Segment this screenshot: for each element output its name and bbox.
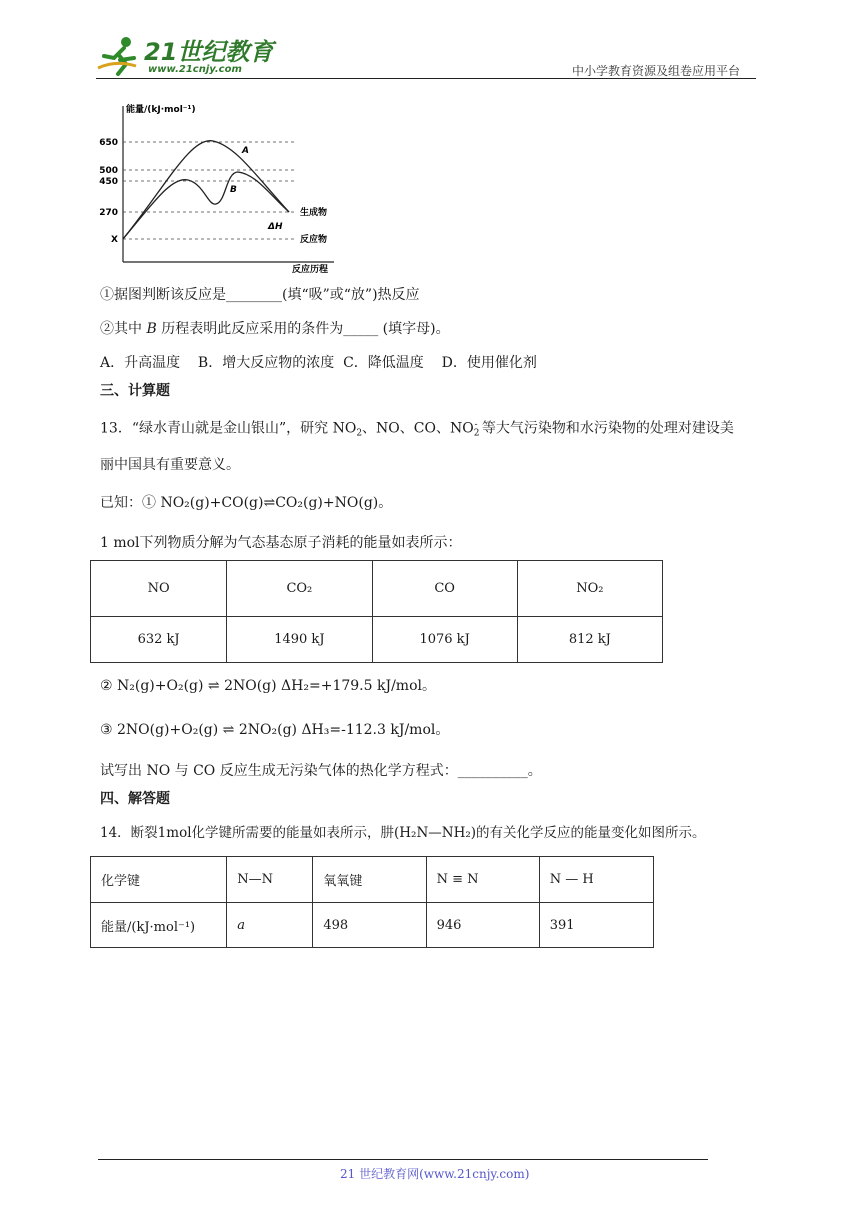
- footer-text: 21 世纪教育网(www.21cnjy.com): [340, 1167, 530, 1181]
- q13-line1-b: 、NO、CO、NO: [362, 420, 474, 437]
- chart-ylabel: 能量/(kJ·mol⁻¹): [126, 105, 196, 115]
- table-header-cell: CO: [372, 561, 517, 617]
- q13-energy-table: [90, 560, 663, 663]
- header: [0, 0, 860, 80]
- y-ticks: [99, 138, 118, 245]
- annotation-reactant: 反应物: [300, 235, 328, 245]
- y-tick-label: 270: [99, 208, 118, 218]
- annotation-dh: ΔH: [268, 222, 283, 232]
- q13-table-intro: 1 mol下列物质分解为气态基态原子消耗的能量如表所示：: [100, 535, 462, 551]
- table-header-cell: NO₂: [517, 561, 662, 617]
- logo-runner-icon: [96, 36, 142, 76]
- q14-bond-energy-table: [90, 856, 654, 948]
- q12-part2-c: 历程表明此反应采用的条件为_____ (填字母)。: [156, 321, 450, 337]
- bond-table-cell: N ≡ N: [426, 857, 539, 903]
- series-a-label: A: [242, 146, 249, 156]
- q14-intro: 14．断裂1mol化学键所需要的能量如表所示，肼(H₂N—NH₂)的有关化学反应的能量变化如图所示。: [100, 825, 706, 841]
- bond-table-cell: 391: [539, 903, 653, 948]
- q13-question: 试写出 NO 与 CO 反应生成无污染气体的热化学方程式：__________。: [100, 763, 542, 779]
- logo-url-text: www.21cnjy.com: [148, 64, 242, 75]
- bond-table-cell: a: [227, 903, 313, 948]
- table-value-cell: 1490 kJ: [227, 617, 372, 663]
- y-tick-label: 500: [99, 166, 118, 176]
- header-divider: [96, 78, 756, 79]
- energy-diagram: [96, 96, 346, 278]
- section3-title: 三、计算题: [100, 383, 170, 399]
- bond-table-cell: N — H: [539, 857, 653, 903]
- header-platform-text: 中小学教育资源及组卷应用平台: [572, 64, 741, 78]
- table-value-cell: 1076 kJ: [372, 617, 517, 663]
- q12-part2: [100, 319, 450, 339]
- bond-table-cell: 能量/(kJ·mol⁻¹): [91, 903, 227, 948]
- y-tick-label: 650: [99, 138, 118, 148]
- footer-divider: [98, 1159, 708, 1160]
- annotation-product: 生成物: [300, 208, 328, 218]
- table-header-cell: NO: [91, 561, 227, 617]
- q13-line1-a: 13．“绿水青山就是金山银山”，研究 NO: [100, 420, 357, 437]
- q13-line1-c: 等大气污染物和水污染物的处理对建设美: [477, 420, 734, 437]
- q13-eq2: ② N₂(g)+O₂(g) ⇌ 2NO(g) ΔH₂=+179.5 kJ/mol。: [100, 678, 436, 694]
- logo-main-text: 21世纪教育: [144, 38, 274, 66]
- q13-known-eq1: 已知：① NO₂(g)+CO(g)⇌CO₂(g)+NO(g)。: [100, 495, 393, 511]
- bond-table-cell: 氧氧键: [313, 857, 426, 903]
- bond-table-cell: N—N: [227, 857, 313, 903]
- section4-title: 四、解答题: [100, 791, 170, 807]
- table-value-cell: 632 kJ: [91, 617, 227, 663]
- q12-part1: ①据图判断该反应是________(填“吸”或“放”)热反应: [100, 287, 420, 303]
- y-tick-label: X: [111, 235, 118, 245]
- q13-intro-line1: 13．“绿水青山就是金山银山”，研究 $NO_2$、NO、CO、$NO_2^-$ 等大气污染物和水污染物的处理对建设美: [100, 420, 734, 439]
- bond-table-cell: 946: [426, 903, 539, 948]
- q13-intro-line2: 丽中国具有重要意义。: [100, 457, 240, 473]
- table-value-cell: 812 kJ: [517, 617, 662, 663]
- bond-table-cell: 498: [313, 903, 426, 948]
- series-b-label: B: [230, 185, 237, 195]
- chart-xlabel: 反应历程: [292, 265, 329, 275]
- q12-options: A．升高温度 B．增大反应物的浓度 C．降低温度 D．使用催化剂: [100, 355, 537, 371]
- q12-part2-b: B: [146, 321, 157, 337]
- curve-a: [123, 141, 289, 239]
- table-header-cell: CO₂: [227, 561, 372, 617]
- y-tick-label: 450: [99, 177, 118, 187]
- q13-eq3: ③ 2NO(g)+O₂(g) ⇌ 2NO₂(g) ΔH₃=-112.3 kJ/mol。: [100, 722, 450, 738]
- bond-table-cell: 化学键: [91, 857, 227, 903]
- q12-part2-a: ②其中: [100, 321, 147, 337]
